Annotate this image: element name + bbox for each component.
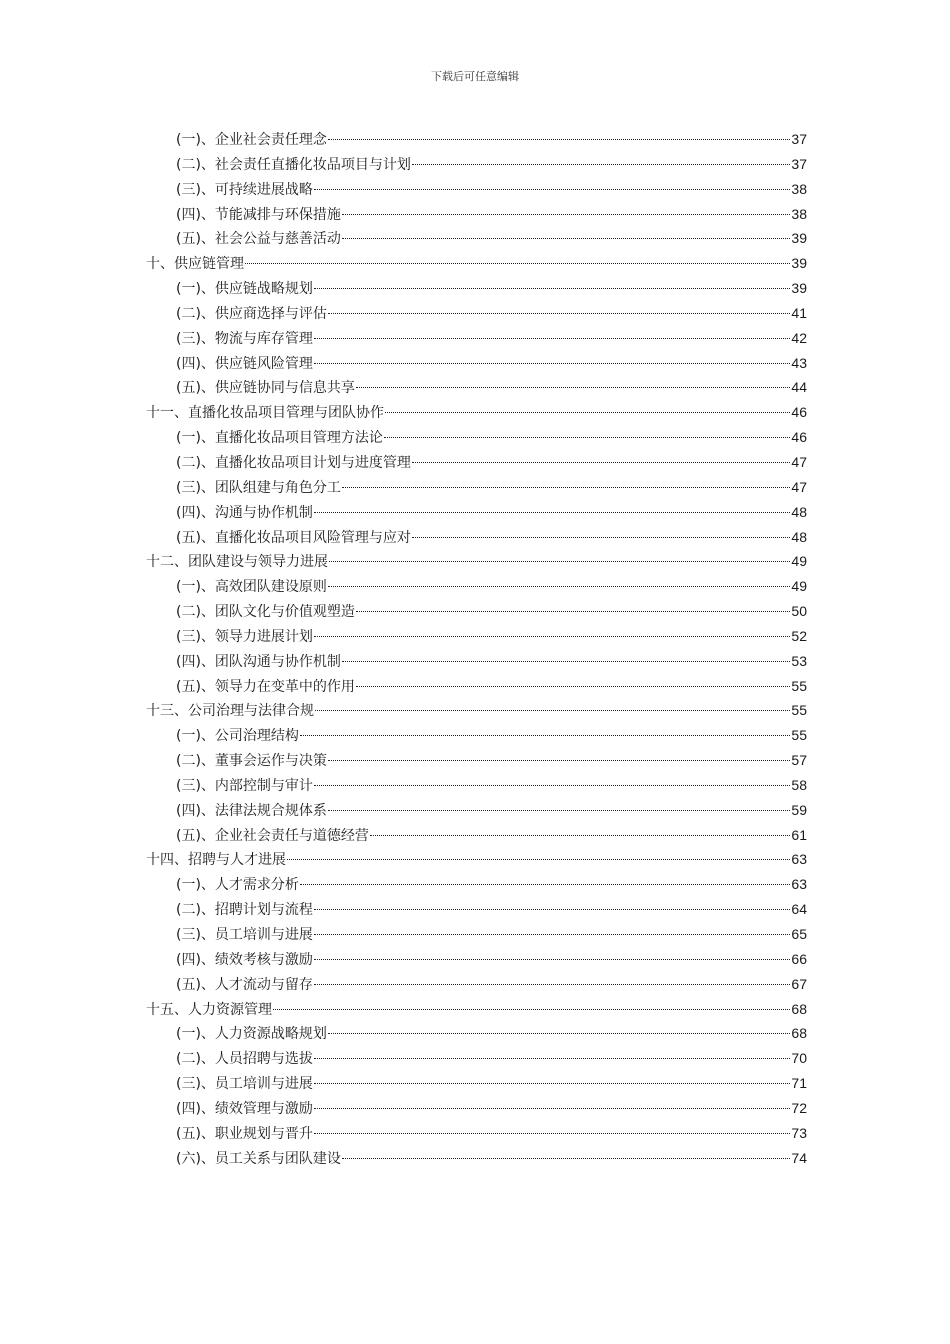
- toc-page-number: 52: [791, 627, 807, 644]
- toc-dot-leader: [314, 785, 790, 786]
- toc-section-entry[interactable]: [146, 922, 807, 947]
- toc-section-entry[interactable]: [146, 375, 807, 400]
- toc-entry-title: (五)、社会公益与慈善活动: [176, 231, 341, 248]
- toc-page-number: 42: [791, 329, 807, 346]
- toc-dot-leader: [328, 313, 790, 314]
- toc-entry-title: (二)、人员招聘与选拔: [176, 1051, 313, 1068]
- toc-section-entry[interactable]: [146, 127, 807, 152]
- toc-dot-leader: [412, 537, 790, 538]
- toc-dot-leader: [385, 412, 790, 413]
- toc-dot-leader: [300, 884, 790, 885]
- toc-page-number: 53: [791, 652, 807, 669]
- toc-page-number: 55: [791, 677, 807, 694]
- toc-entry-title: (一)、人才需求分析: [176, 877, 299, 894]
- toc-entry-title: (三)、可持续进展战略: [176, 181, 313, 198]
- toc-entry-title: (四)、绩效考核与激励: [176, 951, 313, 968]
- toc-dot-leader: [314, 1133, 790, 1134]
- toc-dot-leader: [328, 1033, 790, 1034]
- toc-chapter-entry[interactable]: [146, 400, 807, 425]
- toc-chapter-entry[interactable]: [146, 698, 807, 723]
- toc-page-number: 67: [791, 975, 807, 992]
- toc-dot-leader: [287, 859, 790, 860]
- toc-section-entry[interactable]: [146, 798, 807, 823]
- toc-page-number: 58: [791, 776, 807, 793]
- toc-dot-leader: [412, 164, 790, 165]
- table-of-contents: [146, 127, 807, 1170]
- toc-page-number: 65: [791, 926, 807, 942]
- toc-page-number: 39: [791, 230, 807, 247]
- toc-section-entry[interactable]: [146, 202, 807, 227]
- toc-dot-leader: [384, 437, 790, 438]
- toc-page-number: 63: [791, 876, 807, 893]
- toc-page-number: 37: [791, 155, 807, 172]
- toc-section-entry[interactable]: [146, 574, 807, 599]
- toc-entry-title: (三)、物流与库存管理: [176, 330, 313, 347]
- toc-dot-leader: [328, 760, 790, 761]
- toc-dot-leader: [273, 1009, 790, 1010]
- toc-dot-leader: [314, 338, 790, 339]
- toc-entry-title: (一)、人力资源战略规划: [176, 1026, 327, 1043]
- toc-section-entry[interactable]: [146, 500, 807, 525]
- toc-page-number: 49: [791, 578, 807, 595]
- toc-dot-leader: [356, 686, 790, 687]
- page-header: 下载后可任意编辑: [431, 70, 519, 83]
- toc-section-entry[interactable]: [146, 226, 807, 251]
- toc-page-number: 48: [791, 503, 807, 520]
- toc-dot-leader: [245, 263, 790, 264]
- toc-section-entry[interactable]: [146, 1096, 807, 1121]
- toc-entry-title: (五)、供应链协同与信息共享: [176, 380, 355, 397]
- toc-section-entry[interactable]: [146, 152, 807, 177]
- toc-page-number: 50: [791, 603, 807, 620]
- toc-chapter-entry[interactable]: [146, 549, 807, 574]
- toc-page-number: 68: [791, 1025, 807, 1042]
- toc-page-number: 63: [791, 851, 807, 868]
- toc-dot-leader: [356, 387, 790, 388]
- toc-dot-leader: [342, 487, 790, 488]
- toc-dot-leader: [328, 810, 790, 811]
- toc-page-number: 68: [791, 1000, 807, 1017]
- toc-page-number: 38: [791, 205, 807, 222]
- toc-chapter-entry[interactable]: [146, 847, 807, 872]
- toc-dot-leader: [314, 909, 790, 910]
- toc-page-number: 48: [791, 528, 807, 545]
- toc-entry-title: (四)、沟通与协作机制: [176, 504, 313, 521]
- toc-dot-leader: [342, 1158, 790, 1159]
- toc-entry-title: (四)、团队沟通与协作机制: [176, 653, 341, 670]
- toc-dot-leader: [329, 561, 790, 562]
- toc-entry-title: (五)、企业社会责任与道德经营: [176, 827, 369, 844]
- toc-page-number: 61: [791, 826, 807, 843]
- toc-entry-title: (五)、人才流动与留存: [176, 976, 313, 993]
- toc-section-entry[interactable]: [146, 1021, 807, 1046]
- toc-dot-leader: [314, 1083, 790, 1084]
- toc-section-entry[interactable]: [146, 624, 807, 649]
- toc-entry-title: (四)、供应链风险管理: [176, 355, 313, 372]
- toc-entry-title: (二)、招聘计划与流程: [176, 902, 313, 919]
- toc-section-entry[interactable]: [146, 823, 807, 848]
- toc-section-entry[interactable]: [146, 1071, 807, 1096]
- toc-page-number: 57: [791, 752, 807, 769]
- toc-entry-title: (三)、领导力进展计划: [176, 628, 313, 645]
- toc-dot-leader: [315, 710, 790, 711]
- toc-entry-title: (三)、内部控制与审计: [176, 777, 313, 794]
- toc-dot-leader: [314, 1108, 790, 1109]
- toc-page-number: 44: [791, 379, 807, 396]
- toc-section-entry[interactable]: [146, 276, 807, 301]
- toc-section-entry[interactable]: [146, 674, 807, 699]
- toc-dot-leader: [412, 462, 790, 463]
- toc-section-entry[interactable]: [146, 425, 807, 450]
- toc-page-number: 46: [791, 404, 807, 421]
- toc-dot-leader: [370, 835, 790, 836]
- toc-section-entry[interactable]: [146, 773, 807, 798]
- toc-section-entry[interactable]: [146, 1121, 807, 1146]
- toc-page-number: 55: [791, 702, 807, 719]
- toc-section-entry[interactable]: [146, 897, 807, 922]
- toc-page-number: 37: [791, 131, 807, 147]
- toc-entry-title: (二)、直播化妆品项目计划与进度管理: [176, 454, 411, 471]
- toc-dot-leader: [356, 611, 790, 612]
- toc-section-entry[interactable]: [146, 326, 807, 351]
- toc-page-number: 71: [791, 1075, 807, 1092]
- toc-section-entry[interactable]: [146, 475, 807, 500]
- toc-page-number: 46: [791, 429, 807, 446]
- toc-entry-title: (三)、员工培训与进展: [176, 927, 313, 943]
- toc-section-entry[interactable]: [146, 450, 807, 475]
- toc-entry-title: 十二、团队建设与领导力进展: [146, 554, 328, 571]
- toc-page-number: 38: [791, 180, 807, 197]
- toc-entry-title: (五)、直播化妆品项目风险管理与应对: [176, 529, 411, 546]
- toc-section-entry[interactable]: [146, 177, 807, 202]
- toc-section-entry[interactable]: [146, 947, 807, 972]
- toc-dot-leader: [328, 139, 790, 140]
- toc-page-number: 59: [791, 801, 807, 818]
- toc-section-entry[interactable]: [146, 972, 807, 997]
- toc-page-number: 72: [791, 1099, 807, 1116]
- toc-entry-title: (三)、团队组建与角色分工: [176, 479, 341, 496]
- toc-dot-leader: [314, 288, 790, 289]
- toc-chapter-entry[interactable]: [146, 251, 807, 276]
- toc-dot-leader: [314, 512, 790, 513]
- toc-section-entry[interactable]: [146, 525, 807, 550]
- toc-entry-title: (二)、社会责任直播化妆品项目与计划: [176, 156, 411, 173]
- toc-dot-leader: [314, 363, 790, 364]
- toc-page-number: 74: [791, 1149, 807, 1166]
- toc-entry-title: (二)、董事会运作与决策: [176, 753, 327, 770]
- toc-dot-leader: [328, 586, 790, 587]
- toc-dot-leader: [342, 238, 790, 239]
- toc-entry-title: (四)、绩效管理与激励: [176, 1100, 313, 1117]
- toc-page-number: 66: [791, 950, 807, 967]
- toc-entry-title: (二)、团队文化与价值观塑造: [176, 604, 355, 621]
- toc-page-number: 39: [791, 255, 807, 272]
- toc-dot-leader: [342, 214, 790, 215]
- toc-page-number: 43: [791, 354, 807, 371]
- toc-entry-title: (一)、企业社会责任理念: [176, 132, 327, 148]
- toc-entry-title: (四)、法律法规合规体系: [176, 802, 327, 819]
- toc-dot-leader: [314, 959, 790, 960]
- toc-entry-title: 十三、公司治理与法律合规: [146, 703, 314, 720]
- toc-entry-title: 十四、招聘与人才进展: [146, 852, 286, 869]
- toc-page-number: 73: [791, 1124, 807, 1141]
- toc-entry-title: 十一、直播化妆品项目管理与团队协作: [146, 405, 384, 422]
- toc-section-entry[interactable]: [146, 1146, 807, 1171]
- toc-entry-title: (一)、直播化妆品项目管理方法论: [176, 430, 383, 447]
- toc-entry-title: (五)、职业规划与晋升: [176, 1125, 313, 1142]
- toc-dot-leader: [314, 984, 790, 985]
- toc-entry-title: (一)、高效团队建设原则: [176, 579, 327, 596]
- toc-page-number: 47: [791, 478, 807, 495]
- toc-page-number: 64: [791, 901, 807, 918]
- toc-dot-leader: [314, 934, 790, 935]
- toc-dot-leader: [314, 636, 790, 637]
- toc-section-entry[interactable]: [146, 649, 807, 674]
- toc-dot-leader: [314, 1058, 790, 1059]
- toc-entry-title: (三)、员工培训与进展: [176, 1076, 313, 1093]
- toc-section-entry[interactable]: [146, 301, 807, 326]
- toc-section-entry[interactable]: [146, 599, 807, 624]
- toc-page-number: 49: [791, 553, 807, 570]
- toc-section-entry[interactable]: [146, 872, 807, 897]
- toc-dot-leader: [300, 735, 790, 736]
- toc-page-number: 41: [791, 304, 807, 321]
- toc-entry-title: (四)、节能减排与环保措施: [176, 206, 341, 223]
- toc-dot-leader: [342, 661, 790, 662]
- toc-entry-title: 十五、人力资源管理: [146, 1001, 272, 1018]
- toc-section-entry[interactable]: [146, 351, 807, 376]
- toc-page-number: 39: [791, 280, 807, 297]
- toc-entry-title: (二)、供应商选择与评估: [176, 305, 327, 322]
- toc-page-number: 70: [791, 1050, 807, 1067]
- toc-entry-title: (六)、员工关系与团队建设: [176, 1150, 341, 1167]
- toc-entry-title: (一)、供应链战略规划: [176, 281, 313, 298]
- toc-dot-leader: [314, 189, 790, 190]
- toc-page-number: 47: [791, 453, 807, 470]
- toc-entry-title: (五)、领导力在变革中的作用: [176, 678, 355, 695]
- toc-entry-title: 十、供应链管理: [146, 256, 244, 273]
- toc-section-entry[interactable]: [146, 1046, 807, 1071]
- toc-chapter-entry[interactable]: [146, 997, 807, 1022]
- toc-section-entry[interactable]: [146, 748, 807, 773]
- toc-section-entry[interactable]: [146, 723, 807, 748]
- toc-page-number: 55: [791, 727, 807, 744]
- toc-entry-title: (一)、公司治理结构: [176, 728, 299, 745]
